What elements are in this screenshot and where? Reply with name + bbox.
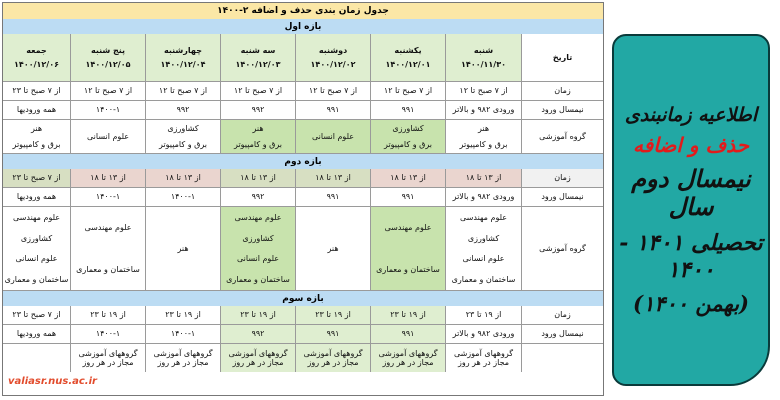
group-cell: علوم مهندسی ساختمان و معماری — [370, 207, 445, 290]
entry-cell: ۹۹۱ — [370, 101, 445, 119]
group-cell: علوم مهندسی کشاورزی علوم انسانی ساختمان و معماری — [445, 207, 521, 290]
group-cell: گروههای آموزشی مجاز در هر روز — [145, 344, 220, 372]
group-cell: هنر — [145, 207, 220, 290]
time-cell: از ۱۳ تا ۱۸ — [145, 169, 220, 187]
day-column-header: پنج شنبه ۱۴۰۰/۱۲/۰۵ — [70, 34, 145, 81]
group-cell: علوم انسانی — [70, 120, 145, 153]
entry-cell: ۱۴۰۰-۱ — [145, 188, 220, 206]
time-cell: از ۱۳ تا ۱۸ — [220, 169, 295, 187]
poster-line-1: اطلاعیه زمانبندی — [624, 103, 758, 126]
time-cell: از ۱۳ تا ۱۸ — [445, 169, 521, 187]
phase1-label: بازه اول — [3, 19, 603, 34]
group-cell: گروههای آموزشی مجاز در هر روز — [220, 344, 295, 372]
day-column-header: یکشنبه ۱۴۰۰/۱۲/۰۱ — [370, 34, 445, 81]
date-label: تاریخ — [521, 34, 603, 81]
time-cell: از ۱۹ تا ۲۳ — [370, 306, 445, 324]
group-cell — [3, 344, 70, 372]
group-cell: کشاورزی برق و کامپیوتر — [145, 120, 220, 153]
phase1-group-row — [3, 120, 603, 154]
entry-cell: ۹۹۱ — [295, 101, 370, 119]
group-cell: گروههای آموزشی مجاز در هر روز — [295, 344, 370, 372]
row-label: زمان — [521, 169, 603, 187]
phase2-label: بازه دوم — [3, 154, 603, 169]
day-column-header: جمعه ۱۴۰۰/۱۲/۰۶ — [3, 34, 70, 81]
time-cell: از ۱۳ تا ۱۸ — [370, 169, 445, 187]
time-cell: از ۷ صبح تا ۱۲ — [295, 82, 370, 100]
entry-cell: ۹۹۱ — [295, 325, 370, 343]
group-cell: علوم مهندسی کشاورزی علوم انسانی ساختمان و معماری — [3, 207, 70, 290]
row-label — [521, 344, 603, 372]
poster-line-4: تحصیلی ۱۴۰۱ - ۱۴۰۰ — [619, 230, 763, 283]
schedule-table — [2, 2, 604, 396]
phase1-entry-row — [3, 101, 603, 120]
entry-cell: ۹۹۲ — [220, 188, 295, 206]
entry-cell: ۹۹۱ — [370, 188, 445, 206]
time-cell: از ۱۳ تا ۱۸ — [295, 169, 370, 187]
day-column-header: شنبه ۱۴۰۰/۱۱/۳۰ — [445, 34, 521, 81]
row-label: زمان — [521, 82, 603, 100]
group-cell: علوم مهندسی ساختمان و معماری — [70, 207, 145, 290]
row-label: گروه آموزشی — [521, 207, 603, 290]
entry-cell: ورودی ۹۸۲ و بالاتر — [445, 101, 521, 119]
day-column-header: دوشنبه ۱۴۰۰/۱۲/۰۲ — [295, 34, 370, 81]
group-cell: هنر برق و کامپیوتر — [3, 120, 70, 153]
entry-cell: همه ورودیها — [3, 325, 70, 343]
entry-cell: ورودی ۹۸۲ و بالاتر — [445, 188, 521, 206]
entry-cell: ۹۹۱ — [370, 325, 445, 343]
day-column-header: چهارشنبه ۱۴۰۰/۱۲/۰۴ — [145, 34, 220, 81]
time-cell: از ۱۹ تا ۲۳ — [145, 306, 220, 324]
time-cell: از ۱۹ تا ۲۳ — [70, 306, 145, 324]
group-cell: هنر برق و کامپیوتر — [445, 120, 521, 153]
entry-cell: ۱۴۰۰-۱ — [70, 188, 145, 206]
group-cell: گروههای آموزشی مجاز در هر روز — [70, 344, 145, 372]
time-cell: از ۷ صبح تا ۲۳ — [3, 82, 70, 100]
phase3-time-row — [3, 306, 603, 325]
time-cell: از ۷ صبح تا ۲۳ — [3, 306, 70, 324]
entry-cell: ۱۴۰۰-۱ — [70, 101, 145, 119]
entry-cell: ۱۴۰۰-۱ — [70, 325, 145, 343]
entry-cell: همه ورودیها — [3, 188, 70, 206]
group-cell: گروههای آموزشی مجاز در هر روز — [445, 344, 521, 372]
time-cell: از ۱۹ تا ۲۳ — [220, 306, 295, 324]
phase2-entry-row — [3, 188, 603, 207]
entry-cell: ۹۹۱ — [295, 188, 370, 206]
time-cell: از ۷ صبح تا ۱۲ — [370, 82, 445, 100]
time-cell: از ۷ صبح تا ۱۲ — [145, 82, 220, 100]
poster-line-3: نیمسال دوم سال — [631, 163, 751, 222]
time-cell: از ۷ صبح تا ۱۲ — [220, 82, 295, 100]
table-title: جدول زمان بندی حذف و اضافه ۲-۱۴۰۰ — [3, 3, 603, 19]
group-cell: علوم انسانی — [295, 120, 370, 153]
entry-cell: ۱۴۰۰-۱ — [145, 325, 220, 343]
time-cell: از ۱۹ تا ۲۳ — [295, 306, 370, 324]
time-cell: از ۷ صبح تا ۱۲ — [445, 82, 521, 100]
row-label: نیمسال ورود — [521, 325, 603, 343]
group-cell: هنر برق و کامپیوتر — [220, 120, 295, 153]
time-cell: از ۷ صبح تا ۱۲ — [70, 82, 145, 100]
time-cell: از ۱۳ تا ۱۸ — [70, 169, 145, 187]
phase2-group-row — [3, 207, 603, 291]
entry-cell: ۹۹۲ — [145, 101, 220, 119]
row-label: نیمسال ورود — [521, 188, 603, 206]
group-cell: کشاورزی برق و کامپیوتر — [370, 120, 445, 153]
entry-cell: ۹۹۲ — [220, 325, 295, 343]
group-cell: علوم مهندسی کشاورزی علوم انسانی ساختمان و معماری — [220, 207, 295, 290]
phase3-entry-row — [3, 325, 603, 344]
group-cell: گروههای آموزشی مجاز در هر روز — [370, 344, 445, 372]
row-label: زمان — [521, 306, 603, 324]
announcement-poster — [612, 34, 770, 386]
phase3-label: بازه سوم — [3, 291, 603, 306]
group-cell: هنر — [295, 207, 370, 290]
header-row — [3, 34, 603, 82]
phase2-time-row — [3, 169, 603, 188]
row-label: گروه آموزشی — [521, 120, 603, 153]
site-watermark: valiasr.nus.ac.ir — [8, 376, 97, 387]
phase3-group-row — [3, 344, 603, 372]
entry-cell: ۹۹۲ — [220, 101, 295, 119]
time-cell: از ۱۹ تا ۲۳ — [445, 306, 521, 324]
poster-line-5: (بهمن ۱۴۰۰) — [633, 290, 749, 316]
entry-cell: ورودی ۹۸۲ و بالاتر — [445, 325, 521, 343]
phase1-time-row — [3, 82, 603, 101]
time-cell: از ۷ صبح تا ۲۳ — [3, 169, 70, 187]
day-column-header: سه شنبه ۱۴۰۰/۱۲/۰۳ — [220, 34, 295, 81]
row-label: نیمسال ورود — [521, 101, 603, 119]
entry-cell: همه ورودیها — [3, 101, 70, 119]
poster-line-2: حذف و اضافه — [632, 132, 750, 157]
